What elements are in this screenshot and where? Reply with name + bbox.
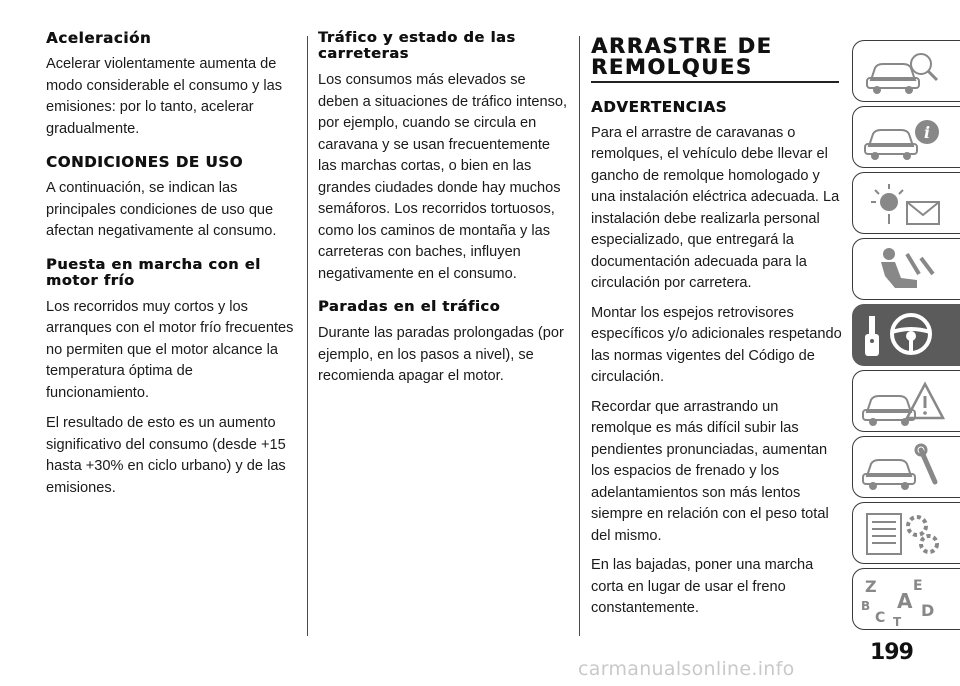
specs-gear-icon	[859, 508, 949, 560]
heading-aceleracion: Aceleración	[46, 29, 152, 47]
car-service-icon	[859, 442, 949, 494]
tab-specs[interactable]	[852, 502, 960, 564]
paragraph-advertencias-2: Montar los espejos retrovisores específicos y/o adicionales respetando las normas vigentes del Código de circulación.	[591, 304, 842, 385]
car-search-icon	[859, 46, 949, 98]
alphabet-index-icon	[859, 574, 949, 626]
paragraph-advertencias-3: Recordar que arrastrando un remolque es más difícil subir las pendientes pronunciadas, aumentan los espacios de frenado y los adelantamientos son más lentos siempre en relación con el peso total del mismo.	[591, 398, 829, 544]
tab-car-search[interactable]	[852, 40, 960, 102]
paragraph-paradas: Durante las paradas prolongadas (por ejemplo, en los pasos a nivel), se recomienda apagar el motor.	[318, 325, 564, 384]
heading-puesta-en-marcha: Puesta en marcha con el motor frío	[46, 256, 261, 289]
tab-car-info[interactable]	[852, 106, 960, 168]
steering-key-icon	[859, 310, 949, 362]
title-underline	[591, 81, 839, 83]
section-title-line-1: ARRASTRE DE	[591, 34, 773, 58]
warning-lights-icon	[859, 178, 949, 230]
index-letter: Z	[865, 577, 877, 596]
column-divider-2	[579, 36, 580, 636]
tab-car-service[interactable]	[852, 436, 960, 498]
paragraph-condiciones: A continuación, se indican las principales condiciones de uso que afectan negativamente al consumo.	[46, 180, 277, 239]
index-letter: E	[913, 578, 923, 594]
heading-paradas: Paradas en el tráfico	[318, 299, 501, 315]
tab-steering-key[interactable]	[852, 304, 960, 366]
column-1	[46, 30, 298, 499]
section-title-line-2: REMOLQUES	[591, 55, 753, 79]
index-letter: C	[875, 610, 886, 626]
paragraph-aceleracion: Acelerar violentamente aumenta de modo considerable el consumo y las emisiones: por lo tanto, acelerar gradualmente.	[46, 56, 283, 137]
index-letter: T	[893, 615, 902, 626]
index-letter: B	[861, 599, 871, 613]
paragraph-advertencias-1: Para el arrastre de caravanas o remolques, el vehículo debe llevar el gancho de remolque homologado y una instalación eléctrica adecuada. La instalación debe realizarla personal especializado, que entregará la documentación adecuada para la circulación por carretera.	[591, 124, 840, 291]
index-letter: D	[921, 601, 935, 620]
tab-seat-airbag[interactable]	[852, 238, 960, 300]
paragraph-puesta-1: Los recorridos muy cortos y los arranques con el motor frío frecuentes no permiten que el motor alcance la temperatura óptima de funcionamiento.	[46, 298, 294, 401]
paragraph-puesta-2: El resultado de esto es un aumento significativo del consumo (desde +15 hasta +30% en ciclo urbano) y de las emisiones.	[46, 415, 286, 496]
watermark: carmanualsonline.info	[578, 658, 795, 680]
column-divider-1	[307, 36, 308, 636]
heading-condiciones-de-uso: CONDICIONES DE USO	[46, 153, 243, 171]
heading-advertencias: ADVERTENCIAS	[591, 97, 728, 116]
tab-car-warning[interactable]	[852, 370, 960, 432]
column-2	[318, 30, 570, 388]
paragraph-advertencias-4: En las bajadas, poner una marcha corta en lugar de usar el freno constantemente.	[591, 557, 814, 616]
svg-text:i: i	[924, 123, 931, 142]
column-3	[591, 36, 843, 620]
tab-alphabet-index[interactable]	[852, 568, 960, 630]
page-number: 199	[870, 640, 913, 665]
car-info-icon	[859, 112, 949, 164]
heading-trafico: Tráfico y estado de las carreteras	[318, 30, 516, 62]
seat-airbag-icon	[859, 244, 949, 296]
paragraph-trafico: Los consumos más elevados se deben a situaciones de tráfico intenso, por ejemplo, cuando se circula en caravana y se usan frecuentemente las marchas cortas, o bien en las grandes ciudades donde hay muchos semáforos. Los recorridos tortuosos, como los caminos de montaña y las carreteras con baches, influyen negativamente en el consumo.	[318, 72, 568, 282]
car-warning-icon	[859, 376, 949, 428]
index-letter: A	[897, 589, 913, 613]
tab-warning-lights[interactable]	[852, 172, 960, 234]
